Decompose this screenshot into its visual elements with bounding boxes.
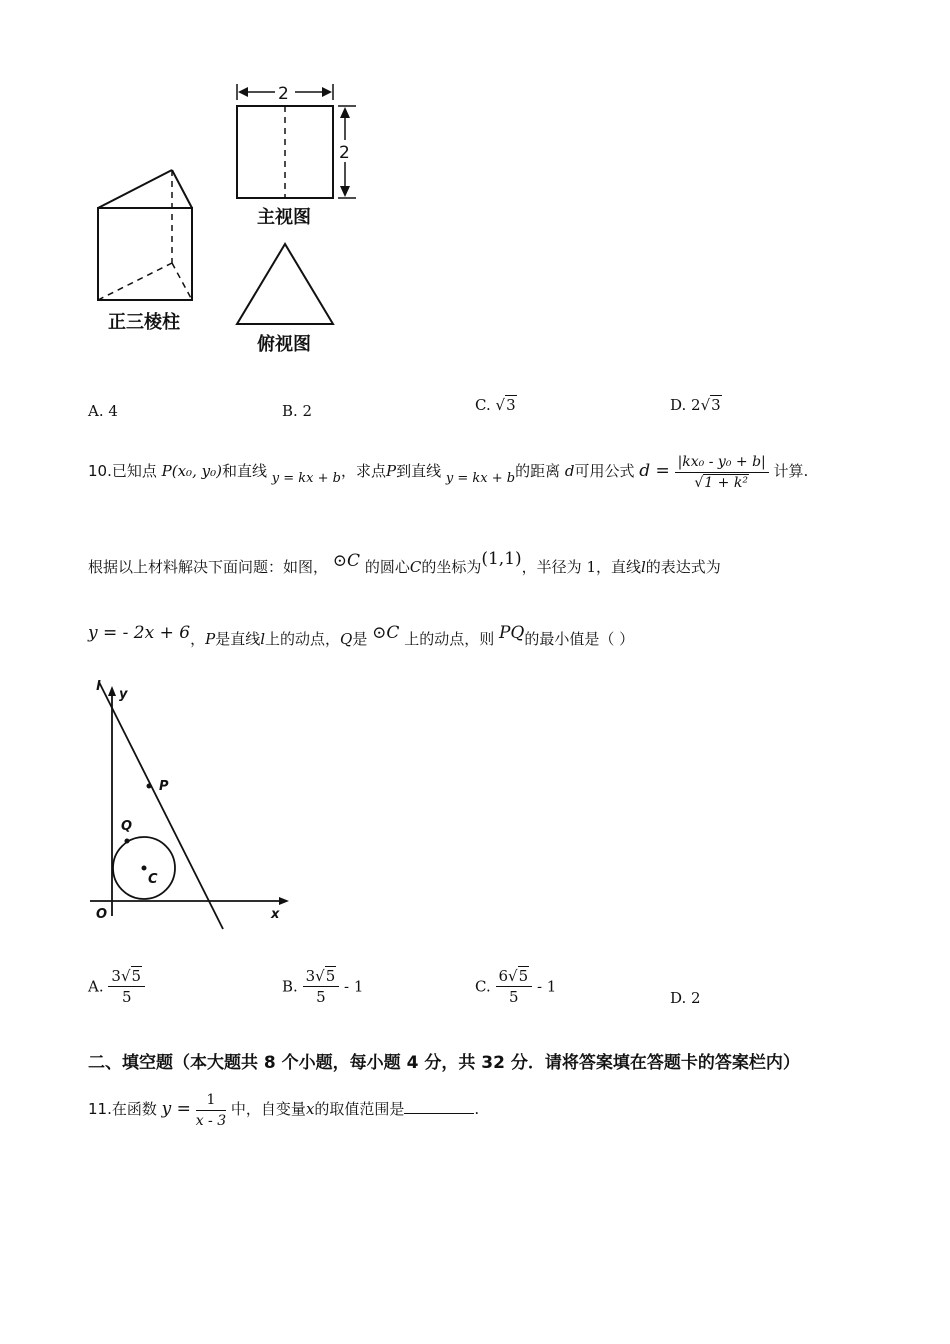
q10-option-b-fraction: $\frac{3√5}{5}$	[303, 966, 340, 1007]
point-p: P	[161, 462, 172, 480]
q11-fraction: $\frac{1}{x - 3}$	[195, 1091, 227, 1129]
front-view-label: 主视图	[257, 207, 311, 228]
label-c: C	[148, 872, 158, 887]
q11-number: 11.	[88, 1100, 112, 1118]
label-x: x	[271, 907, 280, 922]
answer-blank[interactable]	[404, 1099, 474, 1114]
line-equation: y = kx + b	[271, 471, 341, 486]
point-p-dot	[147, 784, 152, 789]
q9-option-d-prefix: D.	[670, 396, 687, 414]
q10-option-a[interactable]: A. $\frac{3√5}{5}$	[88, 966, 145, 1007]
label-p: P	[159, 779, 169, 794]
q10-option-c[interactable]: C. $\frac{6√5}{5}$ - 1	[475, 967, 557, 1006]
q9-option-c[interactable]	[475, 396, 517, 414]
point-q-dot	[125, 839, 130, 844]
circle-c-symbol-2: ⊙C	[372, 623, 400, 643]
front-view-drawing	[237, 84, 356, 198]
circle-c-symbol: ⊙C	[332, 551, 361, 571]
q10-option-a-fraction: $\frac{3√5}{5}$	[108, 966, 145, 1007]
label-o: O	[96, 907, 108, 922]
label-l: l	[96, 679, 101, 694]
distance-formula: $\frac{\text{|kx₀ - y₀ + b|}}{\text{√1 + k²}}$	[675, 452, 769, 493]
q10-option-b[interactable]: B. $\frac{3√5}{5}$ - 1	[282, 967, 364, 1006]
pq-symbol: PQ	[498, 623, 525, 643]
height-dimension: 2	[339, 143, 350, 163]
section-2-heading: 二、填空题（本大题共 8 个小题，每小题 4 分，共 32 分．请将答案填在答题卡的答案栏内）	[88, 1053, 800, 1073]
distance-formula-lhs: d =	[639, 461, 670, 481]
q10-line-2: 根据以上材料解决下面问题：如图， ⊙C 的圆心C的坐标为(1,1)，半径为 1，直线l的表达式为	[88, 549, 721, 576]
prism-drawing	[98, 170, 192, 300]
point-coords: (x₀, y₀)	[171, 462, 222, 480]
prism-label: 正三棱柱	[108, 312, 180, 333]
q9-option-a[interactable]: A. 4	[88, 402, 118, 420]
q9-option-c-prefix: C.	[475, 396, 491, 414]
figure-prism-views	[80, 78, 380, 368]
q11-line: 11.在函数 y = $\frac{1}{x - 3}$ 中，自变量x的取值范围是 .	[88, 1091, 480, 1129]
q10-option-d[interactable]: D. 2	[670, 989, 701, 1007]
line-l-equation: y = - 2x + 6	[88, 623, 191, 643]
q9-option-c-value: √3	[495, 396, 516, 414]
point-c-dot	[142, 866, 147, 871]
line-l	[99, 682, 223, 929]
top-view-label: 俯视图	[257, 334, 311, 355]
figure-circle-line	[85, 676, 295, 936]
top-view-triangle	[237, 244, 333, 324]
label-y: y	[119, 687, 128, 702]
label-q: Q	[121, 819, 133, 834]
q9-option-d[interactable]	[670, 396, 722, 414]
q10-line-3: y = - 2x + 6，P是直线l上的动点，Q是 ⊙C 上的动点，则 PQ的最小值是（ ）	[88, 623, 635, 648]
q9-option-b[interactable]: B. 2	[282, 402, 313, 420]
center-coords: (1,1)	[481, 549, 522, 569]
q9-option-d-value: 2√3	[691, 396, 721, 414]
width-dimension: 2	[278, 84, 289, 104]
q10-option-c-fraction: $\frac{6√5}{5}$	[496, 966, 533, 1007]
q10-line-1: 10.已知点 P(x₀, y₀)和直线 y = kx + b，求点P到直线 y = kx + b的距离 d可用公式 d = $\frac{\text{|kx₀ - y₀ + b|}}{\text{√1 + k²}}$ 计算.	[88, 453, 809, 491]
q10-number: 10.	[88, 462, 112, 480]
line-equation-2: y = kx + b	[445, 471, 516, 486]
